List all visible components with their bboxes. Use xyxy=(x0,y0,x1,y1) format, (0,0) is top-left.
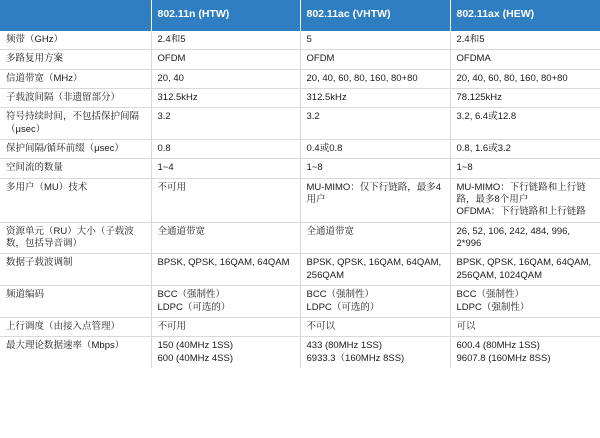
cell-line: 20, 40, 60, 80, 160, 80+80 xyxy=(306,72,418,84)
table-cell xyxy=(450,254,600,286)
table-cell xyxy=(151,69,300,88)
cell-line: 312.5kHz xyxy=(306,92,347,104)
cell-line: MU-MIMO：仅下行链路，最多4用户 xyxy=(306,181,442,206)
cell-line: BCC（强制性） xyxy=(306,289,375,301)
table-row xyxy=(0,286,600,318)
table-cell xyxy=(151,317,300,336)
cell-line: 3.2 xyxy=(157,111,171,123)
cell-line: 全通道带宽 xyxy=(157,225,206,237)
cell-line: 1~4 xyxy=(157,162,174,174)
cell-line: 1~8 xyxy=(306,162,323,174)
row-label: 数据子载波调制 xyxy=(0,254,151,286)
table-cell xyxy=(450,31,600,50)
table-cell xyxy=(300,159,450,178)
table-row xyxy=(0,31,600,50)
row-label: 符号持续时间，不包括保护间隔（μsec） xyxy=(0,108,151,140)
table-cell xyxy=(450,69,600,88)
row-label: 信道带宽（MHz） xyxy=(0,69,151,88)
table-cell xyxy=(300,89,450,108)
cell-line: 20, 40, 60, 80, 160, 80+80 xyxy=(456,72,568,84)
cell-line: 不可用 xyxy=(157,181,187,193)
cell-line: BPSK, QPSK, 16QAM, 64QAM, 256QAM xyxy=(306,257,444,281)
cell-line: 600.4 (80MHz 1SS) xyxy=(456,340,540,352)
cell-line: 0.8, 1.6或3.2 xyxy=(456,143,511,155)
cell-line: LDPC（可选的） xyxy=(306,301,380,313)
table-cell xyxy=(300,178,450,222)
cell-line: BCC（强制性） xyxy=(456,289,525,301)
table-cell xyxy=(450,222,600,254)
cell-line: 0.8 xyxy=(157,143,171,155)
table-cell xyxy=(151,140,300,159)
table-cell xyxy=(450,286,600,318)
cell-line: 78.125kHz xyxy=(456,92,502,104)
table-row xyxy=(0,317,600,336)
cell-line: 2.4和5 xyxy=(157,34,186,45)
cell-line: 26, 52, 106, 242, 484, 996, 2*996 xyxy=(456,225,573,250)
cell-line: BCC（强制性） xyxy=(157,289,226,301)
table-header-row xyxy=(0,0,600,31)
table-header xyxy=(0,0,600,31)
table-row xyxy=(0,50,600,69)
table-cell xyxy=(450,50,600,69)
row-label: 空间流的数量 xyxy=(0,159,151,178)
row-label: 多用户（MU）技术 xyxy=(0,178,151,222)
cell-line: MU-MIMO：下行链路和上行链路，最多8个用户 xyxy=(456,181,586,206)
column-header-feature xyxy=(0,0,151,31)
table-cell xyxy=(450,140,600,159)
table-cell xyxy=(450,178,600,222)
column-header-80211n: 802.11n (HTW) xyxy=(151,0,300,31)
cell-line: 3.2 xyxy=(306,111,320,123)
table-body xyxy=(0,31,600,368)
cell-line: 可以 xyxy=(456,320,476,332)
cell-line: 6933.3（160MHz 8SS) xyxy=(306,352,405,364)
table-cell xyxy=(450,317,600,336)
row-label: 子载波间隔（非遗留部分） xyxy=(0,89,151,108)
cell-line: OFDMA：下行链路和上行链路 xyxy=(456,206,586,218)
table-cell xyxy=(450,89,600,108)
cell-line: 2.4和5 xyxy=(456,34,485,45)
cell-line: 150 (40MHz 1SS) xyxy=(157,340,234,352)
cell-line: OFDMA xyxy=(456,53,491,65)
table-cell xyxy=(151,89,300,108)
table-row xyxy=(0,337,600,368)
table-cell xyxy=(151,337,300,368)
table-cell xyxy=(300,50,450,69)
column-header-80211ax: 802.11ax (HEW) xyxy=(450,0,600,31)
table-row xyxy=(0,140,600,159)
cell-line: 433 (80MHz 1SS) xyxy=(306,340,383,352)
table-cell xyxy=(151,108,300,140)
table-row xyxy=(0,108,600,140)
table-cell xyxy=(300,286,450,318)
cell-line: 0.4或0.8 xyxy=(306,143,343,155)
table-row xyxy=(0,254,600,286)
table-cell xyxy=(450,337,600,368)
cell-line: 20, 40 xyxy=(157,72,184,84)
table-cell xyxy=(151,286,300,318)
cell-line: BPSK, QPSK, 16QAM, 64QAM xyxy=(157,257,290,269)
row-label: 保护间隔/循环前缀（μsec） xyxy=(0,140,151,159)
table-cell xyxy=(300,140,450,159)
table-cell xyxy=(151,159,300,178)
table-cell xyxy=(300,317,450,336)
table-cell xyxy=(450,159,600,178)
cell-line: OFDM xyxy=(157,53,186,65)
row-label: 频道编码 xyxy=(0,286,151,318)
row-label: 多路复用方案 xyxy=(0,50,151,69)
table-cell xyxy=(151,222,300,254)
cell-line: 不可用 xyxy=(157,320,187,332)
table-cell xyxy=(450,108,600,140)
column-header-80211ac: 802.11ac (VHTW) xyxy=(300,0,450,31)
cell-line: 9607.8 (160MHz 8SS) xyxy=(456,352,551,364)
table-cell xyxy=(300,222,450,254)
table-cell xyxy=(300,108,450,140)
table-row xyxy=(0,178,600,222)
row-label: 资源单元（RU）大小（子载波数，包括导音调） xyxy=(0,222,151,254)
table-cell xyxy=(151,178,300,222)
table-cell xyxy=(300,69,450,88)
table-row xyxy=(0,159,600,178)
table-row xyxy=(0,89,600,108)
cell-line: BPSK, QPSK, 16QAM, 64QAM, 256QAM, 1024QAM xyxy=(456,257,594,281)
cell-line: 3.2, 6.4或12.8 xyxy=(456,111,517,123)
table-cell xyxy=(300,254,450,286)
cell-line: 312.5kHz xyxy=(157,92,198,104)
row-label: 最大理论数据速率（Mbps） xyxy=(0,337,151,368)
row-label: 上行调度（由接入点管理） xyxy=(0,317,151,336)
table-cell xyxy=(151,50,300,69)
cell-line: OFDM xyxy=(306,53,335,65)
cell-line: 全通道带宽 xyxy=(306,225,355,237)
cell-line: LDPC（强制性） xyxy=(456,301,530,313)
cell-line: 600 (40MHz 4SS) xyxy=(157,352,234,364)
table-row xyxy=(0,222,600,254)
cell-line: 5 xyxy=(306,34,312,45)
cell-line: 1~8 xyxy=(456,162,473,174)
row-label: 频带（GHz） xyxy=(0,31,151,50)
cell-line: LDPC（可选的） xyxy=(157,301,231,313)
table-cell xyxy=(300,31,450,50)
table-cell xyxy=(300,337,450,368)
cell-line: 不可以 xyxy=(306,320,336,332)
table-cell xyxy=(151,254,300,286)
table-cell xyxy=(151,31,300,50)
table-row xyxy=(0,69,600,88)
